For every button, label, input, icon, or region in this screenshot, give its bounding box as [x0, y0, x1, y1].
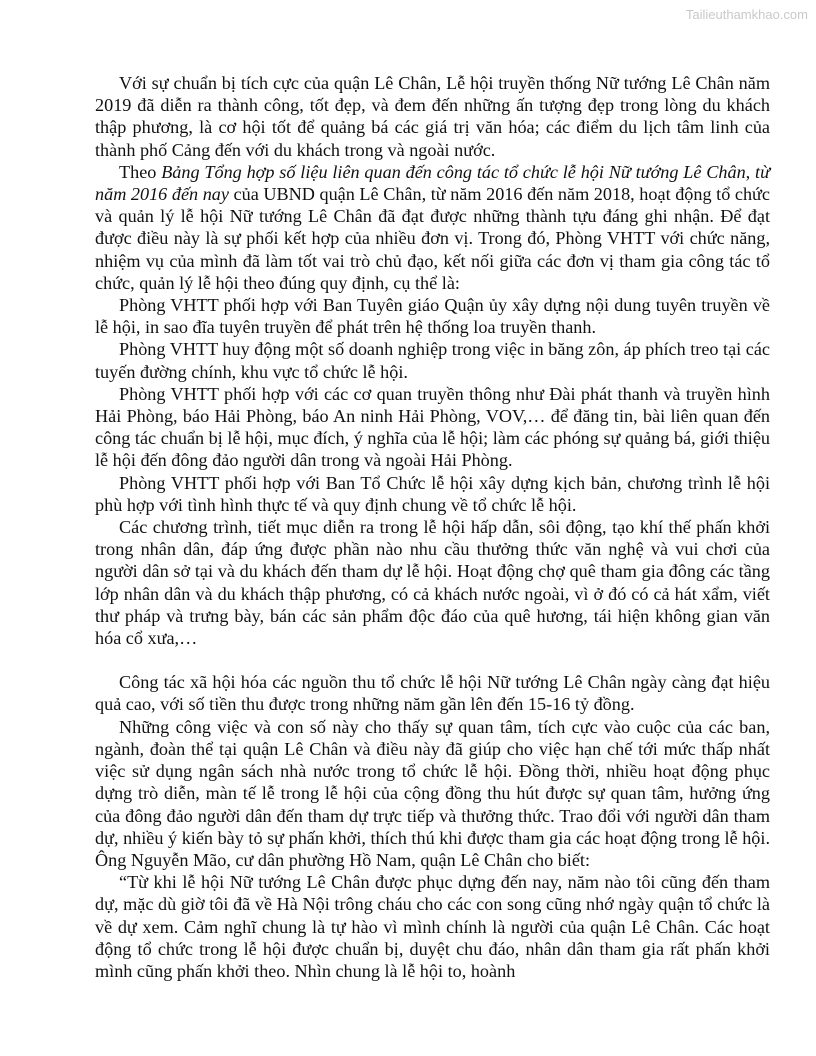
quote-paragraph: “Từ khi lễ hội Nữ tướng Lê Chân được phục dựng đến nay, năm nào tôi cũng đến tham dự, mặc dù giờ tôi đã về Hà Nội trông cháu cho các con song cũng nhớ ngày quận tổ chức là về dự xem. Cảm nghĩ chung là tự hào vì mình chính là người của quận Lê Chân. Các hoạt động tổ chức trong lễ hội được chuẩn bị, duyệt chu đáo, nhân dân tham gia rất phấn khởi mình cũng phấn khởi theo. Nhìn chung là lễ hội to, hoành	[95, 872, 770, 981]
paragraph: Phòng VHTT huy động một số doanh nghiệp trong việc in băng zôn, áp phích treo tại các tuyến đường chính, khu vực tổ chức lễ hội.	[95, 339, 770, 382]
watermark: Tailieuthamkhao.com	[685, 7, 808, 22]
paragraph: Phòng VHTT phối hợp với các cơ quan truyền thông như Đài phát thanh và truyền hình Hải Phòng, báo Hải Phòng, báo An ninh Hải Phòng, VOV,… để đăng tin, bài liên quan đến công tác chuẩn bị lễ hội, mục đích, ý nghĩa của lễ hội; làm các phóng sự quảng bá, giới thiệu lễ hội đến đông đảo người dân trong và ngoài Hải Phòng.	[95, 383, 770, 471]
paragraph: Công tác xã hội hóa các nguồn thu tổ chức lễ hội Nữ tướng Lê Chân ngày càng đạt hiệu quả cao, với số tiền thu được trong những năm gần lên đến 15-16 tỷ đồng.	[95, 672, 770, 715]
paragraph	[95, 161, 770, 294]
source-title: Bảng Tổng hợp số liệu liên quan đến công tác tổ chức lễ hội Nữ tướng Lê Chân, từ năm 2016 đến nay	[95, 161, 770, 205]
paragraph: Các chương trình, tiết mục diễn ra trong lễ hội hấp dẫn, sôi động, tạo khí thế phấn khởi trong nhân dân, đáp ứng được phần nào nhu cầu thưởng thức văn nghệ và vui chơi của người dân sở tại và du khách đến tham dự lễ hội. Hoạt động chợ quê tham gia đông các tầng lớp nhân dân và du khách thập phương, có cả khách nước ngoài, vì ở đó có cả hát xẩm, viết thư pháp và trưng bày, bán các sản phẩm độc đáo của quê hương, tái hiện không gian văn hóa cổ xưa,…	[95, 517, 770, 649]
paragraph: Những công việc và con số này cho thấy sự quan tâm, tích cực vào cuộc của các ban, ngành, đoàn thể tại quận Lê Chân và điều này đã giúp cho việc hạn chế tới mức thấp nhất việc sử dụng ngân sách nhà nước trong tổ chức lễ hội. Đồng thời, nhiều hoạt động phục dựng trò diễn, màn tế lễ trong lễ hội của cộng đồng thu hút được sự quan tâm, hưởng ứng của đông đảo người dân đến tham dự trực tiếp và thưởng thức. Trao đổi với người dân tham dự, nhiều ý kiến bày tỏ sự phấn khởi, thích thú khi được tham gia các hoạt động trong lễ hội. Ông Nguyễn Mão, cư dân phường Hồ Nam, quận Lê Chân cho biết:	[95, 716, 770, 870]
document-body	[95, 72, 770, 982]
paragraph-text: Theo	[119, 161, 162, 182]
paragraph: Phòng VHTT phối hợp với Ban Tuyên giáo Quận ủy xây dựng nội dung tuyên truyền về lễ hội, in sao đĩa tuyên truyền để phát trên hệ thống loa truyền thanh.	[95, 295, 770, 338]
paragraph-text: của UBND quận Lê Chân, từ năm 2016 đến năm 2018, hoạt động tổ chức và quản lý lễ hội Nữ tướng Lê Chân đã đạt được những thành tựu đáng ghi nhận. Để đạt được điều này là sự phối kết hợp của nhiều đơn vị. Trong đó, Phòng VHTT với chức năng, nhiệm vụ của mình đã làm tốt vai trò chủ đạo, kết nối giữa các đơn vị tham gia công tác tổ chức, quản lý lễ hội theo đúng quy định, cụ thể là:	[95, 184, 770, 293]
paragraph: Phòng VHTT phối hợp với Ban Tổ Chức lễ hội xây dựng kịch bản, chương trình lễ hội phù hợp với tình hình thực tế và quy định chung về tổ chức lễ hội.	[95, 472, 770, 515]
paragraph: Với sự chuẩn bị tích cực của quận Lê Chân, Lễ hội truyền thống Nữ tướng Lê Chân năm 2019 đã diễn ra thành công, tốt đẹp, và đem đến những ấn tượng đẹp trong lòng du khách thập phương, là cơ hội tốt để quảng bá các giá trị văn hóa; các điểm du lịch tâm linh của thành phố Cảng đến với du khách trong và ngoài nước.	[95, 73, 770, 160]
